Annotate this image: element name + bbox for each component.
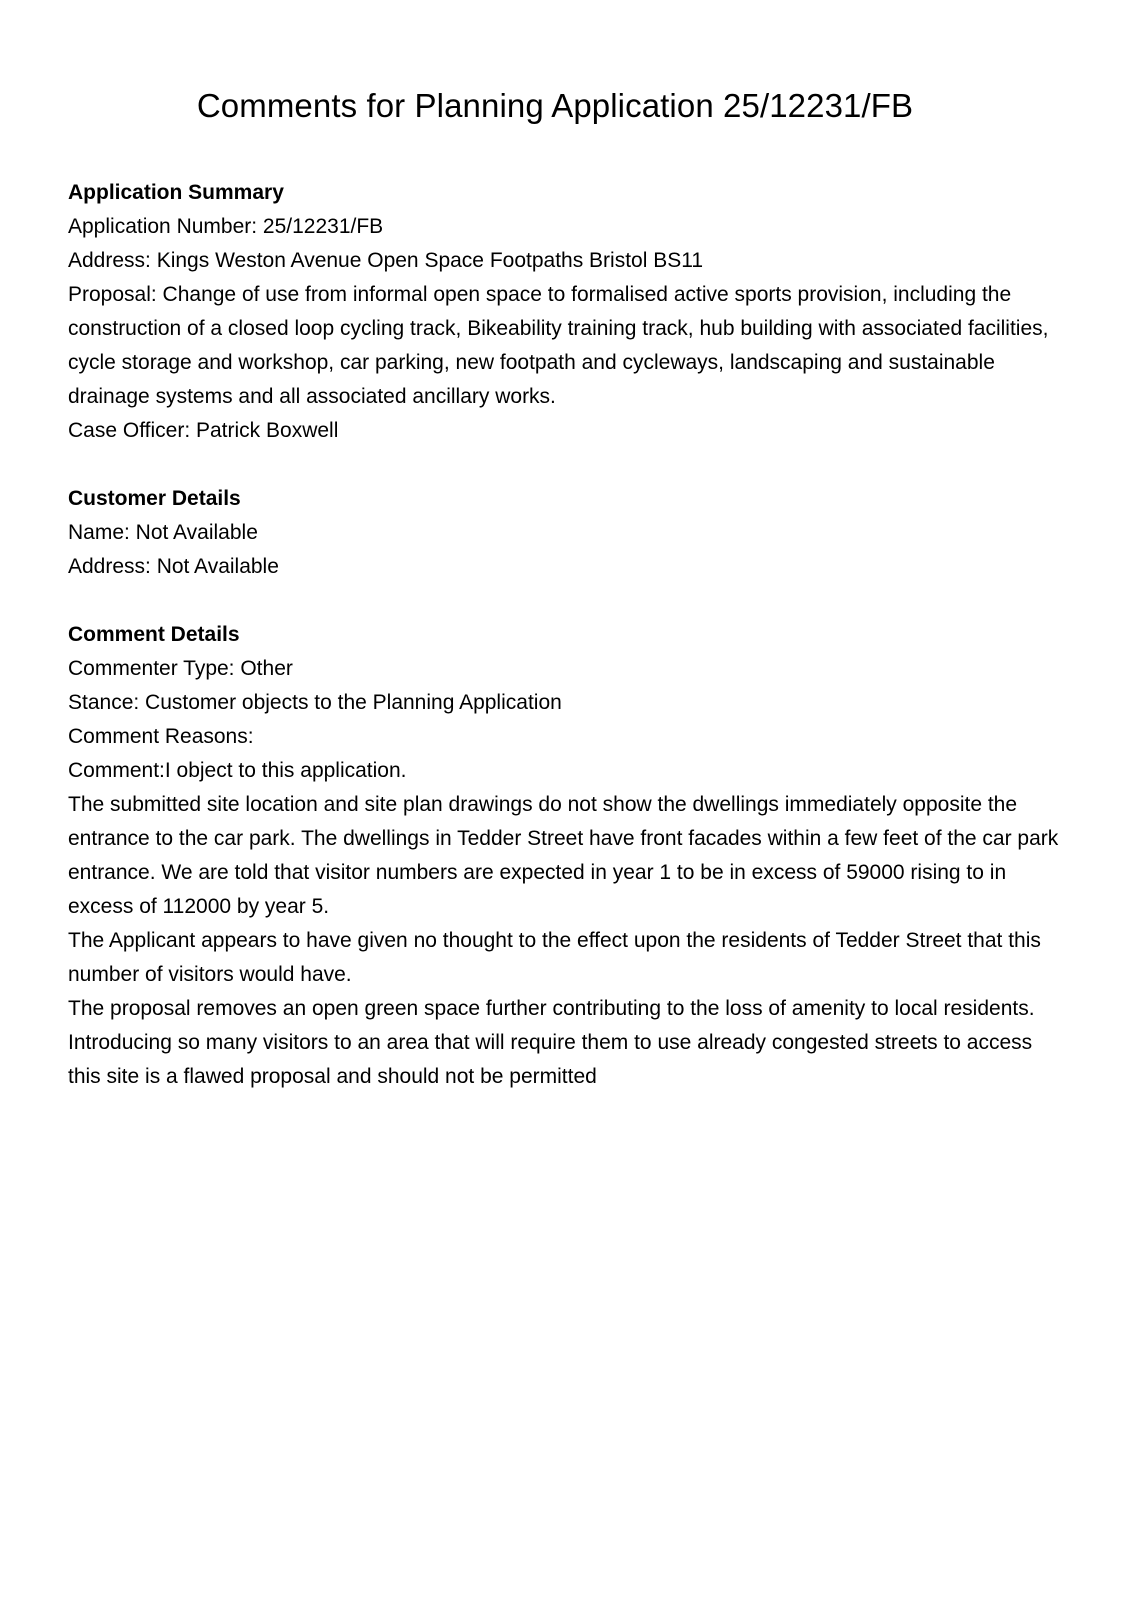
comment-paragraph: The Applicant appears to have given no thought to the effect upon the residents of Tedder Street that this number of visitors would have. [68, 929, 1041, 986]
comment-paragraph: Introducing so many visitors to an area that will require them to use already congested streets to access this site is a flawed proposal and should not be permitted [68, 1031, 1033, 1088]
customer-address: Address: Not Available [68, 555, 279, 578]
customer-name: Name: Not Available [68, 521, 258, 544]
case-officer: Case Officer: Patrick Boxwell [68, 419, 339, 442]
comment-reasons: Comment Reasons: [68, 725, 254, 748]
application-proposal: Proposal: Change of use from informal open space to formalised active sports provision, including the construction of a closed loop cycling track, Bikeability training track, hub building with associated facilities, cycle storage and workshop, car parking, new footpath and cycleways, landscaping and sustainable drainage systems and all associated ancillary works. [68, 283, 1049, 408]
document-body [68, 176, 1068, 1128]
customer-details-section [68, 482, 1068, 584]
customer-details-heading: Customer Details [68, 487, 241, 510]
page-title: Comments for Planning Application 25/12231/FB [196, 87, 914, 124]
application-address: Address: Kings Weston Avenue Open Space Footpaths Bristol BS11 [68, 249, 704, 272]
comment-details-section [68, 618, 1068, 1094]
application-summary-heading: Application Summary [68, 181, 284, 204]
comment-stance: Stance: Customer objects to the Planning Application [68, 691, 562, 714]
comment-paragraph: The submitted site location and site plan drawings do not show the dwellings immediately opposite the entrance to the car park. The dwellings in Tedder Street have front facades within a few feet of the car park entrance. We are told that visitor numbers are expected in year 1 to be in excess of 59000 rising to in excess of 112000 by year 5. [68, 793, 1059, 918]
application-summary-section [68, 176, 1068, 448]
application-number: Application Number: 25/12231/FB [68, 215, 384, 238]
commenter-type: Commenter Type: Other [68, 657, 293, 680]
comment-intro: Comment:I object to this application. [68, 759, 407, 782]
comment-details-heading: Comment Details [68, 623, 240, 646]
comment-paragraph: The proposal removes an open green space further contributing to the loss of amenity to local residents. [68, 997, 1035, 1020]
